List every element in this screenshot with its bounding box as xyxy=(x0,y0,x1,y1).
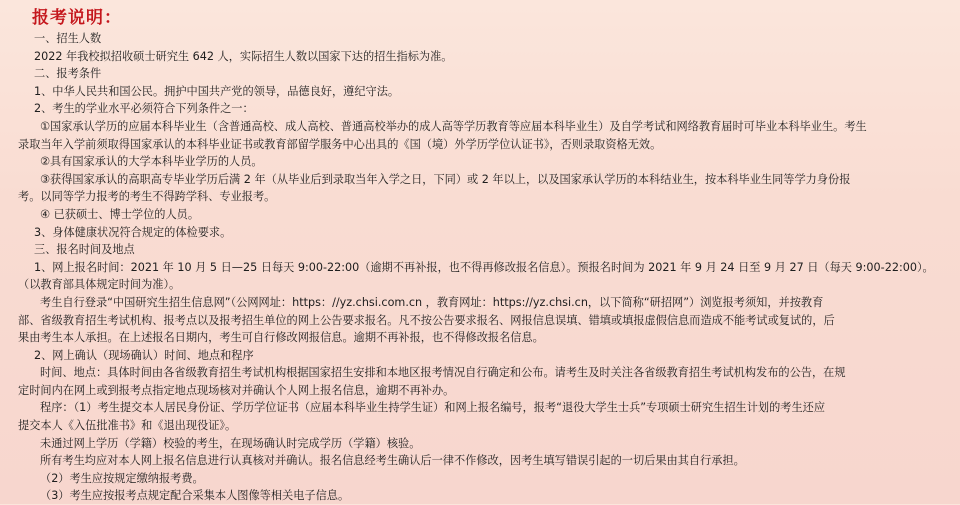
section-heading-conditions: 二、报考条件 xyxy=(34,67,102,81)
document-title: 报考说明： xyxy=(32,8,122,28)
paragraph-check-info: 所有考生均应对本人网上报名信息进行认真核对并确认。报名信息经考生确认后一律不作修改，因考生填写错误引起的一切后果由其自行承担。 xyxy=(40,454,745,468)
paragraph-condition-2: ②具有国家承认的大学本科毕业学历的人员。 xyxy=(40,155,263,169)
paragraph-condition-1-cont: 录取当年入学前须取得国家承认的本科毕业证书或教育部留学服务中心出具的《国（境）外学历学位认证书》，否则录取资格无效。 xyxy=(18,137,662,151)
paragraph-online-time: 1、网上报名时间：2021 年 10 月 5 日—25 日每天 9:00-22:00（逾期不再补报，也不得再修改报名信息）。预报名时间为 2021 年 9 月 24 日至 9 月 27 日（每天 9:00-22:00）。 xyxy=(34,260,934,274)
section-heading-registration: 三、报名时间及地点 xyxy=(34,243,135,257)
paragraph-health: 3、身体健康状况符合规定的体检要求。 xyxy=(34,225,232,239)
section-heading-enrollment: 一、招生人数 xyxy=(34,32,102,45)
paragraph-condition-3: ③获得国家承认的高职高专毕业学历后满 2 年（从毕业后到录取当年入学之日，下同）或 2 年以上，以及国家承认学历的本科结业生，按本科毕业生同等学力身份报 xyxy=(40,172,851,186)
paragraph-academic-level: 2、考生的学业水平必须符合下列条件之一： xyxy=(34,102,254,116)
paragraph-condition-4: ④ 已获硕士、博士学位的人员。 xyxy=(40,207,200,221)
paragraph-procedure: 程序：（1）考生提交本人居民身份证、学历学位证书（应届本科毕业生持学生证）和网上报名编号，报考“退役大学生士兵”专项硕士研究生招生计划的考生还应 xyxy=(40,401,826,415)
paragraph-enrollment-count: 2022 年我校拟招收硕士研究生 642 人，实际招生人数以国家下达的招生指标为准。 xyxy=(34,49,453,63)
paragraph-confirmation-heading: 2、网上确认（现场确认）时间、地点和程序 xyxy=(34,348,254,362)
paragraph-fee: （2）考生应按规定缴纳报考费。 xyxy=(40,471,204,485)
paragraph-login-cont-2: 果由考生本人承担。在上述报名日期内，考生可自行修改网报信息。逾期不再补报，也不得修改报名信息。 xyxy=(18,331,544,345)
paragraph-online-time-cont: （以教育部具体规定时间为准）。 xyxy=(18,278,181,292)
paragraph-condition-3-cont: 考。以同等学力报考的考生不得跨学科、专业报考。 xyxy=(18,190,276,204)
paragraph-time-place-cont: 定时间内在网上或到报考点指定地点现场核对并确认个人网上报名信息，逾期不再补办。 xyxy=(18,383,455,397)
paragraph-login-cont-1: 部、省级教育招生考试机构、报考点以及报考招生单位的网上公告要求报名。凡不按公告要求报名、网报信息误填、错填或填报虚假信息而造成不能考试或复试的，后 xyxy=(18,313,835,327)
paragraph-login: 考生自行登录“中国研究生招生信息网”（公网网址：https：//yz.chsi.com.cn ，教育网址：https://yz.chsi.cn，以下简称“研招网”）浏览报考须知，并按教育 xyxy=(40,295,824,309)
paragraph-verification: 未通过网上学历（学籍）校验的考生，在现场确认时完成学历（学籍）核验。 xyxy=(40,436,421,450)
paragraph-photo: （3）考生应按报考点规定配合采集本人图像等相关电子信息。 xyxy=(40,489,350,503)
paragraph-condition-1: ①国家承认学历的应届本科毕业生（含普通高校、成人高校、普通高校举办的成人高等学历教育等应届本科毕业生）及自学考试和网络教育届时可毕业本科毕业生。考生 xyxy=(40,119,867,133)
paragraph-procedure-cont: 提交本人《入伍批准书》和《退出现役证》。 xyxy=(18,419,237,433)
paragraph-citizen: 1、中华人民共和国公民。拥护中国共产党的领导，品德良好，遵纪守法。 xyxy=(34,84,400,98)
paragraph-time-place: 时间、地点：具体时间由各省级教育招生考试机构根据国家招生安排和本地区报考情况自行确定和公布。请考生及时关注各省级教育招生考试机构发布的公告，在规 xyxy=(40,366,846,380)
